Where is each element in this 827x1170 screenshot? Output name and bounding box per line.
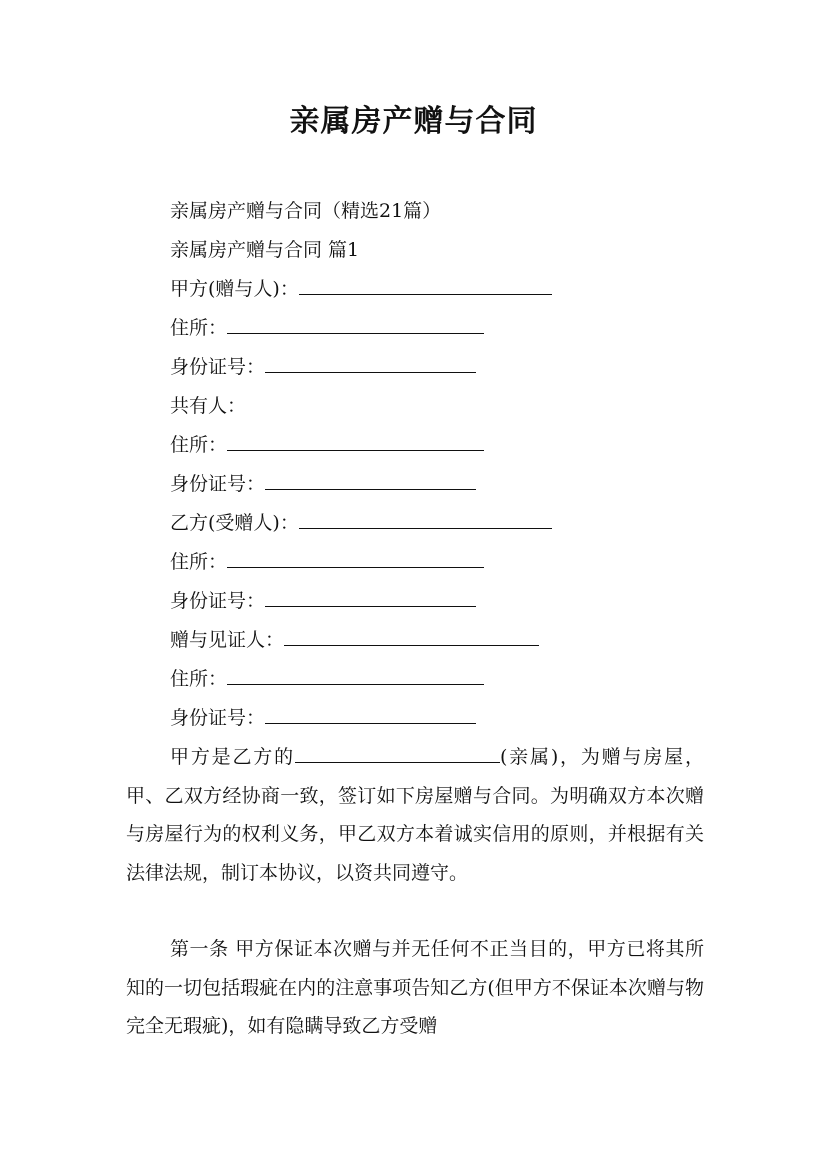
relationship-blank[interactable] bbox=[295, 744, 500, 763]
party-b-label: 乙方(受赠人)： bbox=[170, 512, 299, 534]
co-owner-address-line bbox=[170, 432, 484, 458]
witness-address-line bbox=[170, 666, 484, 692]
paragraph-relationship-suffix: (亲属)，为赠与房屋，甲、乙双方经协商一致，签订如下房屋赠与合同。为明确双方本次赠与房屋行为的权利义务，甲乙双方本着诚实信用的原则，并根据有关法律法规，制订本协议，以资共同遵守。 bbox=[126, 746, 704, 884]
witness-address-label: 住所： bbox=[170, 668, 228, 690]
witness-id-label: 身份证号： bbox=[170, 707, 266, 729]
witness-label: 赠与见证人： bbox=[170, 629, 285, 651]
witness-address-blank[interactable] bbox=[227, 666, 484, 685]
co-owner-id-blank[interactable] bbox=[265, 471, 476, 490]
witness-blank[interactable] bbox=[284, 627, 539, 646]
party-a-id-blank[interactable] bbox=[265, 354, 476, 373]
party-a-address-blank[interactable] bbox=[227, 315, 484, 334]
party-b-address-blank[interactable] bbox=[227, 549, 484, 568]
paragraph-article-1: 第一条 甲方保证本次赠与并无任何不正当目的，甲方已将其所知的一切包括瑕疵在内的注意事项告知乙方(但甲方不保证本次赠与物完全无瑕疵)，如有隐瞒导致乙方受赠 bbox=[126, 938, 704, 1037]
party-a-blank[interactable] bbox=[299, 276, 552, 295]
paragraph-relationship-prefix: 甲方是乙方的 bbox=[170, 746, 295, 768]
party-b-id-label: 身份证号： bbox=[170, 590, 266, 612]
party-b-blank[interactable] bbox=[299, 510, 552, 529]
co-owner-label: 共有人： bbox=[170, 395, 247, 417]
co-owner-id-line bbox=[170, 471, 476, 497]
party-a-address-line bbox=[170, 315, 484, 341]
paragraph-relationship bbox=[126, 738, 704, 892]
party-b-line bbox=[170, 510, 552, 536]
witness-id-blank[interactable] bbox=[265, 705, 476, 724]
party-b-id-line bbox=[170, 588, 476, 614]
party-a-line bbox=[170, 276, 552, 302]
party-b-id-blank[interactable] bbox=[265, 588, 476, 607]
party-a-id-label: 身份证号： bbox=[170, 356, 266, 378]
co-owner-id-label: 身份证号： bbox=[170, 473, 266, 495]
document-title: 亲属房产赠与合同 bbox=[289, 104, 538, 139]
co-owner-address-label: 住所： bbox=[170, 434, 228, 456]
party-a-label: 甲方(赠与人)： bbox=[170, 278, 299, 300]
party-a-id-line bbox=[170, 354, 476, 380]
section-heading: 亲属房产赠与合同 篇1 bbox=[170, 239, 360, 261]
witness-line bbox=[170, 627, 539, 653]
party-b-address-line bbox=[170, 549, 484, 575]
witness-id-line bbox=[170, 705, 476, 731]
co-owner-address-blank[interactable] bbox=[227, 432, 484, 451]
document-subtitle: 亲属房产赠与合同（精选21篇） bbox=[170, 200, 442, 222]
party-a-address-label: 住所： bbox=[170, 317, 228, 339]
party-b-address-label: 住所： bbox=[170, 551, 228, 573]
